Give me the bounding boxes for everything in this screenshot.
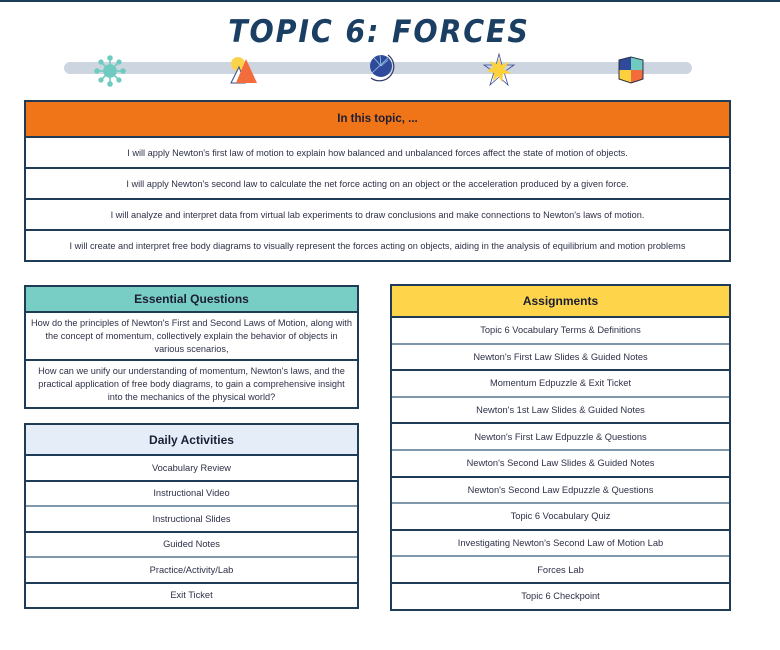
assignments-table <box>390 284 731 611</box>
essential-questions-header: Essential Questions <box>26 287 357 311</box>
molecule-icon <box>93 54 127 88</box>
assignment-link[interactable]: Investigating Newton's Second Law of Motion Lab <box>392 529 729 556</box>
assignment-link[interactable]: Momentum Edpuzzle & Exit Ticket <box>392 369 729 396</box>
globe-icon <box>366 52 398 82</box>
objective-row: I will analyze and interpret data from virtual lab experiments to draw conclusions and make connections to Newton's laws of motion. <box>26 198 729 229</box>
page-title: TOPIC 6: FORCES <box>228 14 530 50</box>
assignment-link[interactable]: Topic 6 Vocabulary Quiz <box>392 502 729 529</box>
star-burst-icon <box>482 52 516 88</box>
activity-row: Practice/Activity/Lab <box>26 556 357 582</box>
activity-row: Vocabulary Review <box>26 454 357 480</box>
objective-row: I will create and interpret free body diagrams to visually represent the forces acting on objects, aiding in the analysis of equilibrium and motion problems <box>26 229 729 260</box>
essential-questions-table <box>24 285 359 409</box>
assignment-link[interactable]: Newton's Second Law Edpuzzle & Questions <box>392 476 729 503</box>
essential-question-row: How can we unify our understanding of momentum, Newton's laws, and the practical application of free body diagrams, to gain a comprehensive insight into the mechanics of the physical world? <box>26 359 357 407</box>
objectives-header: In this topic, ... <box>26 102 729 136</box>
assignment-link[interactable]: Newton's 1st Law Slides & Guided Notes <box>392 396 729 423</box>
shield-icon <box>616 55 646 85</box>
assignment-link[interactable]: Topic 6 Vocabulary Terms & Definitions <box>392 316 729 343</box>
objective-row: I will apply Newton's first law of motion to explain how balanced and unbalanced forces affect the state of motion of objects. <box>26 136 729 167</box>
activity-row: Instructional Slides <box>26 505 357 531</box>
assignment-link[interactable]: Newton's First Law Slides & Guided Notes <box>392 343 729 370</box>
daily-activities-table <box>24 423 359 609</box>
assignment-link[interactable]: Topic 6 Checkpoint <box>392 582 729 609</box>
assignment-link[interactable]: Newton's Second Law Slides & Guided Notes <box>392 449 729 476</box>
activity-row: Exit Ticket <box>26 582 357 608</box>
objective-row: I will apply Newton's second law to calculate the net force acting on an object or the acceleration produced by a given force. <box>26 167 729 198</box>
essential-question-row: How do the principles of Newton's First and Second Laws of Motion, along with the concept of momentum, collectively explain the behavior of objects in various scenarios, <box>26 311 357 359</box>
activity-row: Guided Notes <box>26 531 357 557</box>
daily-activities-header: Daily Activities <box>26 425 357 454</box>
objectives-table <box>24 100 731 262</box>
assignments-header: Assignments <box>392 286 729 316</box>
top-rule <box>0 0 780 2</box>
sun-mountain-icon <box>228 55 260 85</box>
activity-row: Instructional Video <box>26 480 357 506</box>
assignment-link[interactable]: Forces Lab <box>392 555 729 582</box>
assignment-link[interactable]: Newton's First Law Edpuzzle & Questions <box>392 422 729 449</box>
